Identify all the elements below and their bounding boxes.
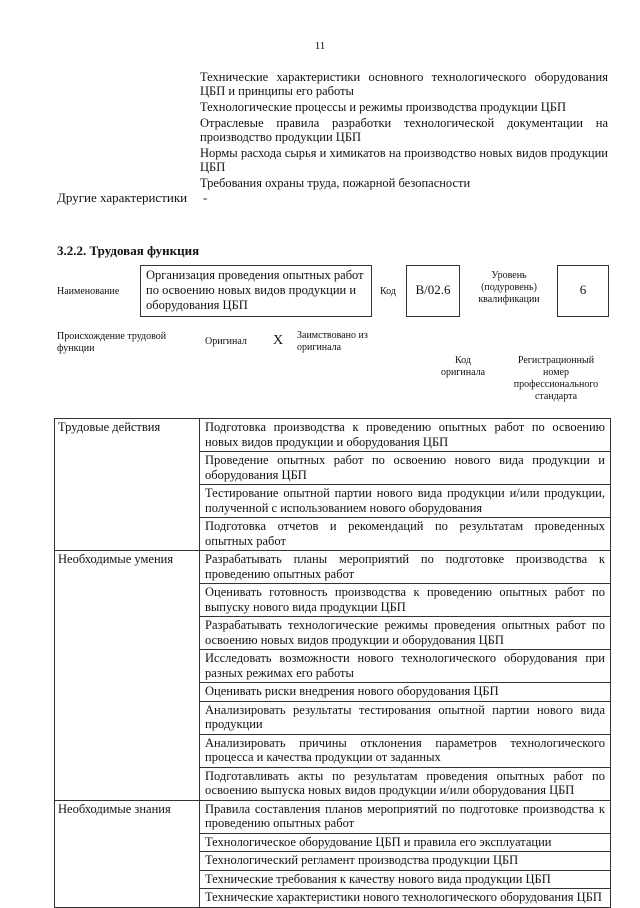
- table-cell: Правила составления планов мероприятий по подготовке производства к проведению опытных работ: [200, 800, 611, 833]
- level-label: Уровень (подуровень) квалификации: [478, 270, 540, 305]
- original-label: Оригинал: [205, 336, 247, 347]
- table-row: [55, 551, 611, 584]
- category-cell: Необходимые умения: [55, 551, 200, 801]
- borrowed-label: Заимствовано из оригинала: [297, 330, 368, 353]
- table-cell: Технические требования к качеству нового вида продукции ЦБП: [200, 870, 611, 889]
- page-number: 11: [314, 40, 326, 52]
- table-cell: Разрабатывать планы мероприятий по подготовке производства к проведению опытных работ: [200, 551, 611, 584]
- table-cell: Технологический регламент производства продукции ЦБП: [200, 852, 611, 871]
- knowledge-list-continued: [200, 70, 608, 192]
- reg-number-label: Регистрационный номер профессионального стандарта: [513, 355, 599, 402]
- list-item: Отраслевые правила разработки технологической документации на производство продукции ЦБП: [200, 116, 608, 144]
- list-item: Нормы расхода сырья и химикатов на производство новых видов продукции ЦБП: [200, 146, 608, 174]
- list-item: Технические характеристики основного технологического оборудования ЦБП и принципы его работы: [200, 70, 608, 98]
- table-cell: Технические характеристики нового технологического оборудования ЦБП: [200, 889, 611, 908]
- table-cell: Технологическое оборудование ЦБП и правила его эксплуатации: [200, 833, 611, 852]
- table-cell: Разрабатывать технологические режимы проведения опытных работ по освоению новых видов продукции и оборудования ЦБП: [200, 617, 611, 650]
- table-row: [55, 800, 611, 833]
- table-row: [55, 419, 611, 452]
- table-cell: Тестирование опытной партии нового вида продукции и/или продукции, полученной с использованием нового оборудования: [200, 485, 611, 518]
- code-label: Код: [380, 286, 396, 297]
- table-cell: Исследовать возможности нового технологического оборудования при разных режимах его работы: [200, 650, 611, 683]
- origin-label: Происхождение трудовой функции: [57, 331, 167, 354]
- category-cell: Необходимые знания: [55, 800, 200, 907]
- other-characteristics-value: -: [203, 190, 208, 205]
- category-cell: Трудовые действия: [55, 419, 200, 551]
- table-cell: Подготовка производства к проведению опытных работ по освоению новых видов продукции и оборудования ЦБП: [200, 419, 611, 452]
- other-characteristics-label: Другие характеристики: [57, 190, 188, 205]
- table-cell: Анализировать результаты тестирования опытной партии нового вида продукции: [200, 701, 611, 734]
- table-cell: Оценивать готовность производства к проведению опытных работ по выпуску нового вида продукции ЦБП: [200, 584, 611, 617]
- level-value: 6: [557, 265, 609, 317]
- section-heading: 3.2.2. Трудовая функция: [57, 243, 200, 258]
- table-cell: Анализировать причины отклонения параметров технологического процесса и качества продукции от заданных: [200, 734, 611, 767]
- code-value: B/02.6: [406, 265, 460, 317]
- original-mark: X: [273, 333, 284, 348]
- code-original-label: Код оригинала: [440, 355, 486, 378]
- table-cell: Подготовка отчетов и рекомендаций по результатам проведенных опытных работ: [200, 518, 611, 551]
- list-item: Требования охраны труда, пожарной безопасности: [200, 176, 471, 190]
- table-cell: Проведение опытных работ по освоению нового вида продукции и оборудования ЦБП: [200, 452, 611, 485]
- table-cell: Оценивать риски внедрения нового оборудования ЦБП: [200, 683, 611, 702]
- list-item: Технологические процессы и режимы производства продукции ЦБП: [200, 100, 566, 114]
- table-cell: Подготавливать акты по результатам проведения опытных работ по освоению выпуска новых видов продукции и/или оборудования ЦБП: [200, 767, 611, 800]
- function-name-value: Организация проведения опытных работ по освоению новых видов продукции и оборудования ЦБП: [140, 265, 372, 317]
- name-label: Наименование: [57, 286, 120, 297]
- requirements-table: [54, 418, 611, 908]
